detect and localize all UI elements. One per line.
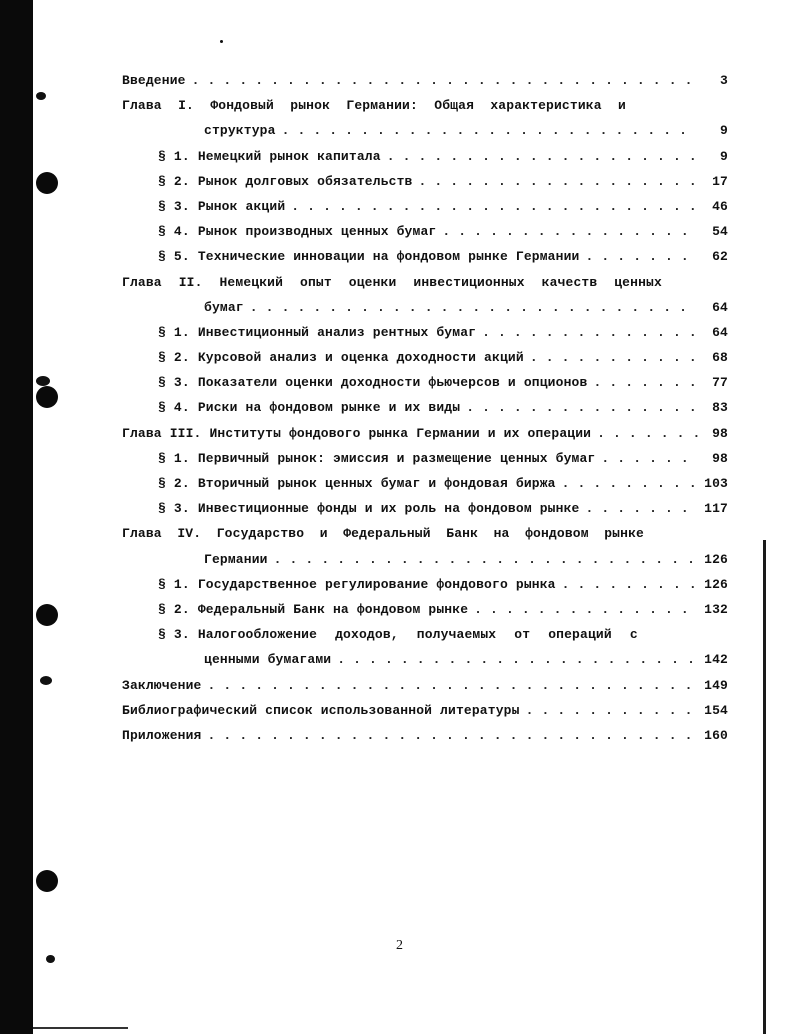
toc-entry-page: 54 <box>712 224 728 240</box>
toc-entry <box>122 224 728 249</box>
toc-entry-title-continued: ценными бумагами <box>204 652 332 668</box>
toc-entry-page: 132 <box>704 601 728 617</box>
toc-entry-title: Вторичный рынок ценных бумаг и фондовая биржа <box>197 476 556 491</box>
scan-border-right <box>763 540 766 1034</box>
toc-entry-continuation <box>122 652 728 677</box>
toc-leader-dots <box>562 476 698 491</box>
toc-title-word: инвестиционных <box>413 274 525 290</box>
toc-title-word: опыт <box>300 274 332 290</box>
toc-entry <box>122 174 728 199</box>
section-marker: § 1. <box>158 324 190 340</box>
toc-entry-page: 126 <box>704 576 728 592</box>
toc-title-word: Федеральный <box>343 526 431 542</box>
toc-entry-title: Рынок производных ценных бумаг <box>197 224 437 240</box>
toc-title-word: IV. <box>177 526 202 542</box>
toc-entry-title: Заключение <box>122 677 202 693</box>
page-number: 2 <box>396 938 403 953</box>
toc-leader-dots <box>482 325 698 340</box>
toc-title-word: Фондовый <box>210 98 274 114</box>
toc-entry-page: 64 <box>712 299 728 315</box>
toc-leader-dots <box>337 652 698 667</box>
toc-entry-page: 62 <box>712 249 728 265</box>
toc-leader-dots <box>419 174 699 189</box>
table-of-contents <box>122 73 728 753</box>
toc-leader-dots <box>282 123 698 138</box>
toc-title-word: Налогообложение <box>197 627 318 643</box>
toc-entry-continuation <box>122 300 728 325</box>
toc-entry <box>122 149 728 174</box>
toc-entry-page: 98 <box>712 450 728 466</box>
toc-leader-dots <box>526 703 698 718</box>
toc-title-word: оценки <box>348 274 397 290</box>
toc-leader-dots <box>208 678 698 693</box>
toc-entry-title: Приложения <box>122 727 202 743</box>
speck-icon <box>36 92 46 100</box>
toc-entry-page: 149 <box>704 677 728 693</box>
toc-entry <box>122 249 728 274</box>
toc-entry-page: 142 <box>704 652 728 668</box>
toc-leader-dots <box>597 426 698 441</box>
toc-title-word: фондовом <box>525 526 589 542</box>
toc-entry <box>122 426 728 451</box>
toc-leader-dots <box>192 73 698 88</box>
toc-entry-page: 83 <box>712 400 728 416</box>
toc-title-word: ценных <box>614 274 662 290</box>
toc-entry-title: Риски на фондовом рынке и их виды <box>197 400 461 416</box>
toc-leader-dots <box>593 375 698 390</box>
toc-entry-title: Показатели оценки доходности фьючерсов и опционов <box>197 375 588 391</box>
toc-title-word: II. <box>178 274 203 290</box>
toc-entry-page: 68 <box>712 350 728 366</box>
toc-title-word: получаемых <box>416 627 497 643</box>
toc-title-word: качеств <box>541 274 598 290</box>
toc-entry <box>122 199 728 224</box>
toc-entry-title: Библиографический список использованной литературы <box>122 702 520 718</box>
toc-title-word: I. <box>178 98 194 114</box>
section-marker: § 2. <box>158 476 190 491</box>
toc-entry-page: 46 <box>712 198 728 214</box>
toc-entry-title: Инвестиционные фонды и их роль на фондовом рынке <box>197 501 580 517</box>
section-marker: § 3. <box>158 375 190 391</box>
toc-entry <box>122 451 728 476</box>
toc-entry <box>122 98 728 123</box>
toc-title-word: рынок <box>290 98 331 114</box>
toc-title-word: характеристика <box>490 98 602 114</box>
toc-entry-title: Рынок акций <box>197 198 286 214</box>
toc-entry-title <box>122 526 644 541</box>
section-marker: § 3. <box>158 198 190 214</box>
punch-hole-icon <box>36 386 58 408</box>
speck-icon <box>40 676 52 685</box>
toc-title-word: и <box>319 526 328 542</box>
toc-entry-title: Первичный рынок: эмиссия и размещение ценных бумаг <box>197 450 596 466</box>
toc-entry <box>122 501 728 526</box>
punch-hole-icon <box>36 172 58 194</box>
section-marker: § 4. <box>158 224 190 240</box>
toc-entry-title: Инвестиционный анализ рентных бумаг <box>197 324 477 340</box>
toc-entry-title: Государственное регулирование фондового рынка <box>197 576 556 592</box>
toc-entry-page: 98 <box>712 425 728 441</box>
toc-leader-dots <box>585 249 698 264</box>
scan-border-left <box>0 0 33 1034</box>
toc-leader-dots <box>274 552 698 567</box>
toc-leader-dots <box>466 400 698 415</box>
toc-leader-dots <box>291 199 698 214</box>
toc-title-word: с <box>629 627 638 643</box>
toc-title-word: Глава <box>122 526 162 542</box>
toc-leader-dots <box>250 300 698 315</box>
toc-entry <box>122 400 728 425</box>
toc-title-word: рынке <box>604 526 644 542</box>
toc-leader-dots <box>474 602 698 617</box>
toc-entry-title-continued: Германии <box>204 551 268 567</box>
toc-leader-dots <box>442 224 698 239</box>
scan-border-bottom <box>33 1027 128 1029</box>
punch-hole-icon <box>36 604 58 626</box>
toc-entry-title: Немецкий рынок капитала <box>197 148 381 164</box>
toc-title-word: Германии: <box>346 98 418 114</box>
section-marker: § 5. <box>158 249 190 265</box>
toc-entry-page: 154 <box>704 702 728 718</box>
toc-title-word: от <box>514 627 531 643</box>
section-marker: § 3. <box>158 627 190 643</box>
toc-title-word: Глава <box>122 274 162 290</box>
section-marker: § 2. <box>158 173 190 189</box>
toc-entry <box>122 678 728 703</box>
speck-icon <box>46 955 55 963</box>
section-marker: § 1. <box>158 450 190 466</box>
toc-entry <box>122 728 728 753</box>
toc-entry <box>122 627 728 652</box>
toc-entry-page: 3 <box>720 73 728 88</box>
toc-title-word: доходов, <box>335 627 399 643</box>
speck-icon <box>220 40 223 43</box>
toc-entry-continuation <box>122 552 728 577</box>
toc-title-word: Глава <box>122 98 162 114</box>
toc-leader-dots <box>601 451 698 466</box>
section-marker: § 2. <box>158 601 190 617</box>
toc-entry-page: 77 <box>712 375 728 391</box>
section-marker: § 1. <box>158 148 190 164</box>
toc-entry <box>122 703 728 728</box>
toc-leader-dots <box>530 350 698 365</box>
toc-entry-page: 64 <box>712 324 728 340</box>
toc-leader-dots <box>387 149 698 164</box>
section-marker: § 2. <box>158 350 190 366</box>
toc-entry-title: Курсовой анализ и оценка доходности акций <box>197 350 524 366</box>
toc-entry-page: 126 <box>704 551 728 567</box>
toc-entry-title <box>198 627 638 642</box>
toc-title-word: Немецкий <box>219 274 284 290</box>
toc-entry-title-continued: бумаг <box>204 299 244 315</box>
toc-entry-page: 160 <box>704 727 728 743</box>
toc-leader-dots <box>585 501 698 516</box>
toc-entry-title <box>122 98 626 113</box>
toc-entry-title: Технические инновации на фондовом рынке Германии <box>197 249 580 265</box>
speck-icon <box>36 376 50 386</box>
toc-entry <box>122 325 728 350</box>
toc-title-word: на <box>493 526 510 542</box>
toc-leader-dots <box>562 577 698 592</box>
section-marker: § 4. <box>158 400 190 416</box>
toc-entry-page: 9 <box>720 123 728 139</box>
toc-entry-page: 17 <box>712 173 728 189</box>
toc-title-word: Банк <box>446 526 479 542</box>
toc-title-word: Государство <box>216 526 305 542</box>
toc-entry <box>122 602 728 627</box>
section-marker: § 1. <box>158 576 190 592</box>
punch-hole-icon <box>36 870 58 892</box>
toc-entry-title: Введение <box>122 73 186 88</box>
toc-entry-page: 117 <box>704 501 728 517</box>
toc-entry <box>122 375 728 400</box>
toc-title-word: и <box>618 98 626 114</box>
toc-entry-title-continued: структура <box>204 123 276 139</box>
toc-entry-title: Глава III. Институты фондового рынка Германии и их операции <box>122 425 592 441</box>
toc-title-word: Общая <box>434 98 475 114</box>
toc-entry-title <box>122 275 662 290</box>
toc-entry-page: 103 <box>704 476 728 491</box>
toc-leader-dots <box>208 728 698 743</box>
toc-entry <box>122 526 728 551</box>
toc-entry-page: 9 <box>720 148 728 164</box>
section-marker: § 3. <box>158 501 190 517</box>
toc-entry <box>122 577 728 602</box>
toc-entry <box>122 73 728 98</box>
toc-entry <box>122 275 728 300</box>
toc-entry-continuation <box>122 123 728 148</box>
toc-entry <box>122 476 728 501</box>
toc-entry-title: Рынок долговых обязательств <box>197 173 413 189</box>
toc-entry <box>122 350 728 375</box>
toc-entry-title: Федеральный Банк на фондовом рынке <box>197 601 469 617</box>
toc-title-word: операций <box>548 627 612 643</box>
